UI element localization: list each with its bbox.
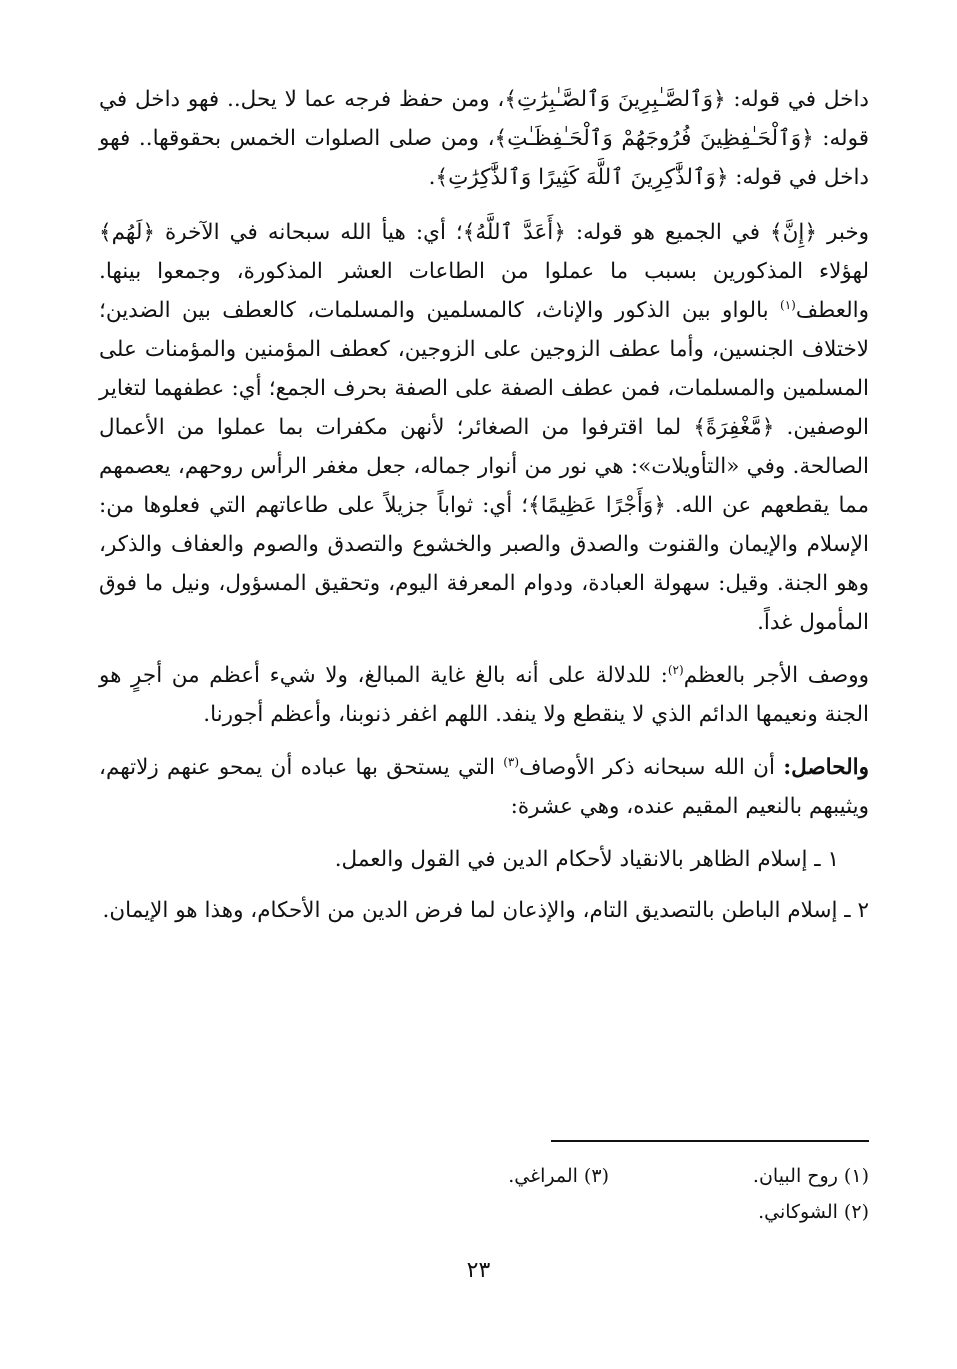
footnote-row-2 (99, 1194, 869, 1230)
footnotes (99, 1158, 869, 1230)
paragraph-4-part2: التي يستحق بها عباده أن يمحو عنهم زلاتهم، ويثيبهم بالنعيم المقيم عنده، وهي عشرة: (99, 755, 869, 819)
footnote-row-1 (99, 1158, 869, 1194)
paragraph-3 (99, 656, 869, 734)
paragraph-2 (99, 213, 869, 642)
page-number: ٢٣ (466, 1258, 491, 1283)
paragraph-4 (99, 748, 869, 826)
footnote-divider (551, 1140, 869, 1142)
paragraph-4-part1: أن الله سبحانه ذكر الأوصاف (519, 755, 784, 780)
footnote-ref-3: (٣) (503, 754, 520, 769)
list-item-1: ١ ـ إسلام الظاهر بالانقياد لأحكام الدين في القول والعمل. (334, 847, 839, 872)
footnote-1: (١) روح البيان. (752, 1165, 869, 1187)
footnote-ref-1: (١) (780, 297, 796, 312)
paragraph-2-part2: بالواو بين الذكور والإناث، كالمسلمين والمسلمات، كالعطف بين الضدين؛ لاختلاف الجنسين، وأما عطف الزوجين على الزوجين، كعطف المؤمنين والمؤمنات على المسلمين والمسلمات، فمن عطف الصفة على الصفة بحرف الجمع؛ أي: عطفهما لتغاير الوصفين. ﴿مَّغْفِرَةً﴾ لما اقترفوا من الصغائر؛ لأنهن مكفرات بما عملوا من الأعمال الصالحة. وفي «التأويلات»: هي نور من أنوار جماله، جعل مغفر الرأس روحهم، يعصمهم مما يقطعهم عن الله. ﴿وَأَجْرًا عَظِيمًا﴾؛ أي: ثواباً جزيلاً على طاعاتهم التي فعلوها من: الإسلام والإيمان والقنوت والصدق والصبر والخشوع والتصدق والصوم والعفاف والذكر، وهو الجنة. وقيل: سهولة العبادة، ودوام المعرفة اليوم، وتحقيق المسؤول، ونيل ما فوق المأمول غداً. (99, 298, 869, 635)
paragraph-1-text: داخل في قوله: ﴿وَٱلصَّـٰبِرِينَ وَٱلصَّـٰبِرَٰتِ﴾، ومن حفظ فرجه عما لا يحل.. فهو داخل في قوله: ﴿وَٱلْحَـٰفِظِينَ فُرُوجَهُمْ وَٱلْحَـٰفِظَـٰتِ﴾، ومن صلى الصلوات الخمس بحقوقها.. فهو داخل في قوله: ﴿وَٱلذَّٰكِرِينَ ٱللَّهَ كَثِيرًا وَٱلذَّٰكِرَٰتِ﴾. (99, 87, 869, 190)
list-item-2: ٢ ـ إسلام الباطن بالتصديق التام، والإذعان لما فرض الدين من الأحكام، وهذا هو الإيمان. (102, 898, 869, 923)
paragraph-3-part1: ووصف الأجر بالعظم (683, 663, 869, 688)
footnote-2: (٢) الشوكاني. (758, 1201, 869, 1223)
footnote-3: (٣) المراغي. (508, 1165, 609, 1187)
paragraph-3-part2: : للدلالة على أنه بالغ غاية المبالغ، ولا شيء أعظم من أجرٍ هو الجنة ونعيمها الدائم الذي لا ينقطع ولا ينفد. اللهم اغفر ذنوبنا، وأعظم أجورنا. (99, 663, 869, 727)
paragraph-2-part1: وخبر ﴿إِنَّ﴾ في الجميع هو قوله: ﴿أَعَدَّ ٱللَّهُ﴾؛ أي: هيأ الله سبحانه في الآخرة ﴿لَهُم﴾ لهؤلاء المذكورين بسبب ما عملوا من الطاعات العشر المذكورة، وجمعوا بينها. والعطف (99, 220, 869, 323)
paragraph-4-lead: والحاصل: (783, 755, 870, 780)
paragraph-1 (99, 80, 869, 197)
page-body (99, 80, 869, 942)
footnote-ref-2: (٢) (667, 662, 684, 677)
